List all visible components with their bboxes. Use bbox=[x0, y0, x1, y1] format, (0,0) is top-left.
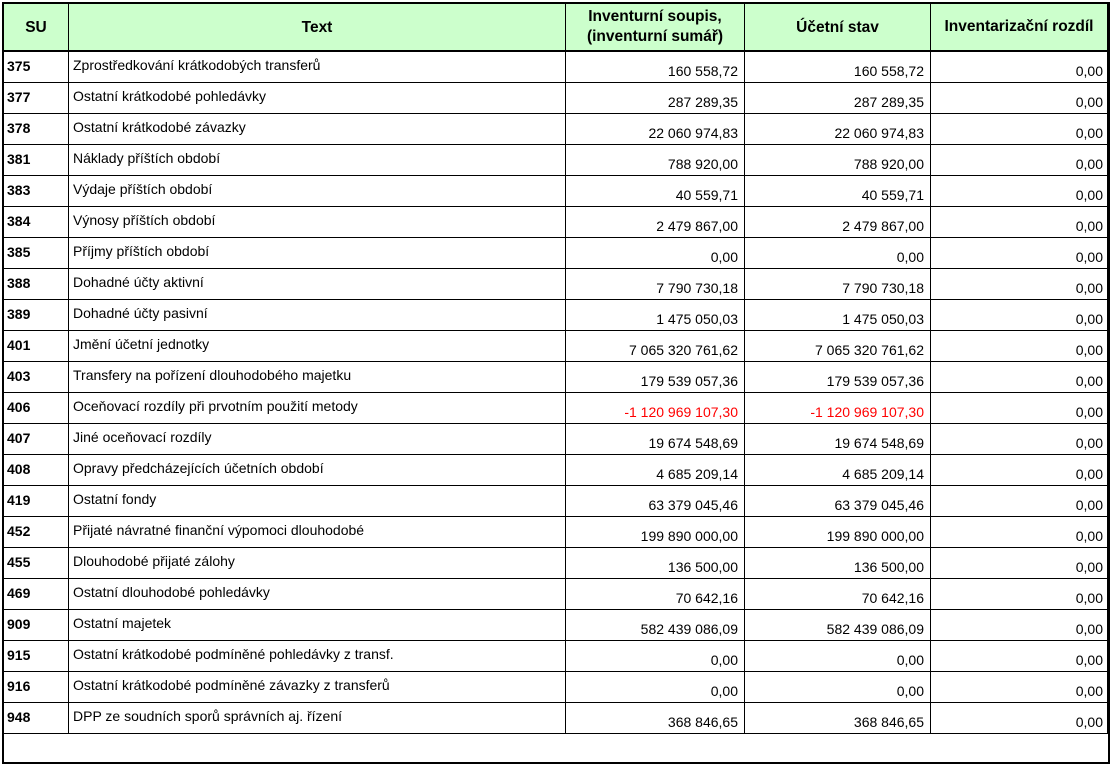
accounting-cell: 160 558,72 bbox=[745, 51, 931, 82]
text-cell: Ostatní krátkodobé podmíněné pohledávky z transf. bbox=[69, 640, 566, 671]
su-cell: 407 bbox=[4, 423, 69, 454]
difference-cell: 0,00 bbox=[931, 330, 1108, 361]
text-cell: Ostatní dlouhodobé pohledávky bbox=[69, 578, 566, 609]
su-cell: 452 bbox=[4, 516, 69, 547]
accounting-cell: 70 642,16 bbox=[745, 578, 931, 609]
difference-cell: 0,00 bbox=[931, 268, 1108, 299]
text-cell: Ostatní majetek bbox=[69, 609, 566, 640]
inventory-cell: 70 642,16 bbox=[566, 578, 745, 609]
su-cell: 377 bbox=[4, 82, 69, 113]
accounting-cell: 136 500,00 bbox=[745, 547, 931, 578]
table-row bbox=[4, 175, 1108, 206]
inventory-cell: 136 500,00 bbox=[566, 547, 745, 578]
text-cell: Transfery na pořízení dlouhodobého majetku bbox=[69, 361, 566, 392]
su-cell: 948 bbox=[4, 702, 69, 733]
difference-cell: 0,00 bbox=[931, 516, 1108, 547]
accounting-cell: 40 559,71 bbox=[745, 175, 931, 206]
table-row bbox=[4, 423, 1108, 454]
difference-cell: 0,00 bbox=[931, 423, 1108, 454]
inventory-cell: 368 846,65 bbox=[566, 702, 745, 733]
table-row bbox=[4, 516, 1108, 547]
su-cell: 385 bbox=[4, 237, 69, 268]
table-row bbox=[4, 330, 1108, 361]
su-cell: 375 bbox=[4, 51, 69, 82]
accounting-cell: 2 479 867,00 bbox=[745, 206, 931, 237]
difference-cell: 0,00 bbox=[931, 51, 1108, 82]
table-row bbox=[4, 268, 1108, 299]
table-row bbox=[4, 113, 1108, 144]
inventory-cell: -1 120 969 107,30 bbox=[566, 392, 745, 423]
accounting-cell: 1 475 050,03 bbox=[745, 299, 931, 330]
su-cell: 916 bbox=[4, 671, 69, 702]
accounting-cell: -1 120 969 107,30 bbox=[745, 392, 931, 423]
difference-cell: 0,00 bbox=[931, 361, 1108, 392]
text-cell: Ostatní krátkodobé podmíněné závazky z transferů bbox=[69, 671, 566, 702]
header-row bbox=[4, 4, 1108, 52]
su-cell: 909 bbox=[4, 609, 69, 640]
accounting-cell: 0,00 bbox=[745, 671, 931, 702]
inventory-cell: 582 439 086,09 bbox=[566, 609, 745, 640]
difference-cell: 0,00 bbox=[931, 454, 1108, 485]
accounting-cell: 179 539 057,36 bbox=[745, 361, 931, 392]
text-cell: Přijaté návratné finanční výpomoci dlouhodobé bbox=[69, 516, 566, 547]
table-row bbox=[4, 51, 1108, 82]
accounting-cell: 0,00 bbox=[745, 237, 931, 268]
su-cell: 915 bbox=[4, 640, 69, 671]
accounting-cell: 287 289,35 bbox=[745, 82, 931, 113]
inventory-cell: 2 479 867,00 bbox=[566, 206, 745, 237]
text-cell: Jmění účetní jednotky bbox=[69, 330, 566, 361]
text-cell: Dohadné účty aktivní bbox=[69, 268, 566, 299]
su-cell: 388 bbox=[4, 268, 69, 299]
inventory-cell: 4 685 209,14 bbox=[566, 454, 745, 485]
inventory-cell: 788 920,00 bbox=[566, 144, 745, 175]
difference-cell: 0,00 bbox=[931, 702, 1108, 733]
header-inventory: Inventurní soupis, (inventurní sumář) bbox=[566, 4, 745, 52]
inventory-cell: 179 539 057,36 bbox=[566, 361, 745, 392]
text-cell: Ostatní fondy bbox=[69, 485, 566, 516]
header-difference: Inventarizační rozdíl bbox=[931, 4, 1108, 52]
table-row bbox=[4, 671, 1108, 702]
su-cell: 381 bbox=[4, 144, 69, 175]
table-row bbox=[4, 237, 1108, 268]
accounting-cell: 199 890 000,00 bbox=[745, 516, 931, 547]
header-su: SU bbox=[4, 4, 69, 52]
su-cell: 389 bbox=[4, 299, 69, 330]
text-cell: Oceňovací rozdíly při prvotním použití metody bbox=[69, 392, 566, 423]
difference-cell: 0,00 bbox=[931, 82, 1108, 113]
table-row bbox=[4, 144, 1108, 175]
inventory-cell: 22 060 974,83 bbox=[566, 113, 745, 144]
su-cell: 406 bbox=[4, 392, 69, 423]
accounting-cell: 7 065 320 761,62 bbox=[745, 330, 931, 361]
su-cell: 403 bbox=[4, 361, 69, 392]
text-cell: Jiné oceňovací rozdíly bbox=[69, 423, 566, 454]
difference-cell: 0,00 bbox=[931, 299, 1108, 330]
table-row bbox=[4, 361, 1108, 392]
inventory-table bbox=[3, 3, 1108, 734]
difference-cell: 0,00 bbox=[931, 206, 1108, 237]
header-text: Text bbox=[69, 4, 566, 52]
table-row bbox=[4, 578, 1108, 609]
table-row bbox=[4, 485, 1108, 516]
text-cell: Výnosy příštích období bbox=[69, 206, 566, 237]
inventory-cell: 63 379 045,46 bbox=[566, 485, 745, 516]
inventory-cell: 0,00 bbox=[566, 640, 745, 671]
table-row bbox=[4, 82, 1108, 113]
su-cell: 419 bbox=[4, 485, 69, 516]
accounting-cell: 19 674 548,69 bbox=[745, 423, 931, 454]
difference-cell: 0,00 bbox=[931, 671, 1108, 702]
table-row bbox=[4, 640, 1108, 671]
su-cell: 408 bbox=[4, 454, 69, 485]
difference-cell: 0,00 bbox=[931, 113, 1108, 144]
difference-cell: 0,00 bbox=[931, 547, 1108, 578]
inventory-cell: 160 558,72 bbox=[566, 51, 745, 82]
table-row bbox=[4, 547, 1108, 578]
text-cell: Dohadné účty pasivní bbox=[69, 299, 566, 330]
header-accounting: Účetní stav bbox=[745, 4, 931, 52]
difference-cell: 0,00 bbox=[931, 392, 1108, 423]
table-row bbox=[4, 702, 1108, 733]
text-cell: Opravy předcházejících účetních období bbox=[69, 454, 566, 485]
accounting-cell: 582 439 086,09 bbox=[745, 609, 931, 640]
difference-cell: 0,00 bbox=[931, 609, 1108, 640]
difference-cell: 0,00 bbox=[931, 640, 1108, 671]
table-row bbox=[4, 206, 1108, 237]
difference-cell: 0,00 bbox=[931, 578, 1108, 609]
accounting-cell: 0,00 bbox=[745, 640, 931, 671]
inventory-cell: 0,00 bbox=[566, 671, 745, 702]
su-cell: 383 bbox=[4, 175, 69, 206]
su-cell: 469 bbox=[4, 578, 69, 609]
inventory-cell: 7 790 730,18 bbox=[566, 268, 745, 299]
su-cell: 378 bbox=[4, 113, 69, 144]
accounting-cell: 788 920,00 bbox=[745, 144, 931, 175]
table-row bbox=[4, 392, 1108, 423]
inventory-cell: 0,00 bbox=[566, 237, 745, 268]
table-row bbox=[4, 454, 1108, 485]
text-cell: Ostatní krátkodobé pohledávky bbox=[69, 82, 566, 113]
accounting-cell: 7 790 730,18 bbox=[745, 268, 931, 299]
su-cell: 455 bbox=[4, 547, 69, 578]
inventory-cell: 1 475 050,03 bbox=[566, 299, 745, 330]
table-row bbox=[4, 609, 1108, 640]
text-cell: Zprostředkování krátkodobých transferů bbox=[69, 51, 566, 82]
text-cell: Výdaje příštích období bbox=[69, 175, 566, 206]
inventory-cell: 19 674 548,69 bbox=[566, 423, 745, 454]
accounting-cell: 4 685 209,14 bbox=[745, 454, 931, 485]
su-cell: 384 bbox=[4, 206, 69, 237]
difference-cell: 0,00 bbox=[931, 237, 1108, 268]
text-cell: Dlouhodobé přijaté zálohy bbox=[69, 547, 566, 578]
difference-cell: 0,00 bbox=[931, 175, 1108, 206]
text-cell: Ostatní krátkodobé závazky bbox=[69, 113, 566, 144]
inventory-cell: 199 890 000,00 bbox=[566, 516, 745, 547]
accounting-cell: 22 060 974,83 bbox=[745, 113, 931, 144]
text-cell: Náklady příštích období bbox=[69, 144, 566, 175]
su-cell: 401 bbox=[4, 330, 69, 361]
accounting-cell: 368 846,65 bbox=[745, 702, 931, 733]
table-row bbox=[4, 299, 1108, 330]
inventory-cell: 40 559,71 bbox=[566, 175, 745, 206]
difference-cell: 0,00 bbox=[931, 144, 1108, 175]
inventory-cell: 287 289,35 bbox=[566, 82, 745, 113]
text-cell: Příjmy příštích období bbox=[69, 237, 566, 268]
inventory-cell: 7 065 320 761,62 bbox=[566, 330, 745, 361]
difference-cell: 0,00 bbox=[931, 485, 1108, 516]
text-cell: DPP ze soudních sporů správních aj. řízení bbox=[69, 702, 566, 733]
accounting-cell: 63 379 045,46 bbox=[745, 485, 931, 516]
